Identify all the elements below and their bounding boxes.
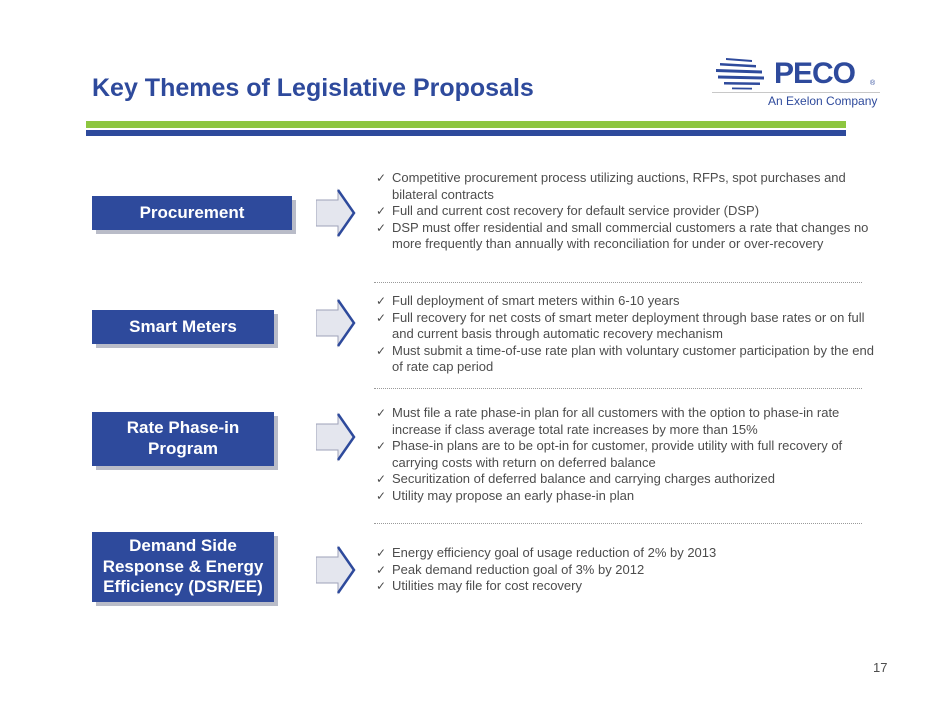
check-icon: ✓ — [376, 204, 387, 218]
logo-registered-mark: ® — [870, 80, 876, 87]
arrow-right-icon — [316, 545, 356, 595]
theme-box-smart-meters — [92, 310, 274, 344]
page-number: 17 — [873, 660, 888, 675]
arrow-right-icon — [316, 412, 356, 462]
list-item: ✓ Full deployment of smart meters within 6-10 years — [376, 293, 680, 308]
arrow-right-icon — [316, 188, 356, 238]
list-item: ✓ DSP must offer residential and small commercial customers a rate that changes no more frequently than annually with reconciliation for under or over-recovery — [376, 219, 869, 251]
list-item: ✓ Must submit a time-of-use rate plan with voluntary customer participation by the end of rate cap period — [376, 342, 874, 374]
check-icon: ✓ — [376, 294, 387, 308]
list-item: ✓ Phase-in plans are to be opt-in for customer, provide utility with full recovery of carrying costs with return on deferred balance — [376, 438, 843, 470]
bullet-list-rate-phase-in — [374, 405, 874, 504]
logo-wordmark: PECO — [774, 57, 856, 90]
slide-title: Key Themes of Legislative Proposals — [92, 74, 534, 102]
check-icon: ✓ — [376, 310, 387, 325]
list-item: ✓ Peak demand reduction goal of 3% by 2012 — [376, 561, 645, 577]
section-divider — [374, 282, 862, 283]
theme-box-rate-phase-in — [92, 412, 274, 466]
list-item: ✓ Energy efficiency goal of usage reduction of 2% by 2013 — [376, 545, 717, 560]
bullet-list-dsr-ee — [374, 545, 874, 595]
check-icon: ✓ — [376, 220, 387, 235]
check-icon: ✓ — [376, 579, 387, 593]
list-item: ✓ Securitization of deferred balance and carrying charges authorized — [376, 471, 776, 486]
bullet-list-procurement — [374, 170, 874, 253]
list-item: ✓ Must file a rate phase-in plan for all customers with the option to phase-in rate increase if class average total rate increases by more than 15% — [376, 405, 840, 437]
theme-label: Rate Phase-in Program — [126, 418, 240, 458]
header-blue-rule — [86, 130, 846, 136]
theme-label: Demand Side Response & Energy Efficiency (DSR/EE) — [102, 535, 264, 597]
arrow-right-icon — [316, 298, 356, 348]
check-icon: ✓ — [376, 488, 387, 503]
check-icon: ✓ — [376, 439, 387, 453]
theme-label: Procurement — [139, 202, 245, 222]
check-icon: ✓ — [376, 562, 387, 577]
check-icon: ✓ — [376, 343, 387, 358]
check-icon: ✓ — [376, 472, 387, 486]
theme-box-dsr-ee — [92, 532, 274, 602]
check-icon: ✓ — [376, 171, 387, 185]
check-icon: ✓ — [376, 546, 387, 560]
peco-logo — [712, 54, 880, 116]
check-icon: ✓ — [376, 406, 387, 420]
list-item: ✓ Competitive procurement process utilizing auctions, RFPs, spot purchases and bilateral contracts — [376, 170, 846, 202]
theme-label: Smart Meters — [129, 316, 237, 336]
logo-subtitle: An Exelon Company — [768, 94, 878, 108]
bullet-list-smart-meters — [374, 293, 874, 376]
header-green-rule — [86, 121, 846, 128]
theme-box-procurement — [92, 196, 292, 230]
peco-stripes-icon — [712, 54, 772, 92]
logo-divider — [712, 92, 880, 93]
list-item: ✓ Full recovery for net costs of smart meter deployment through base rates or on full and current basis through automatic recovery mechanism — [376, 309, 865, 341]
section-divider — [374, 388, 862, 389]
list-item: ✓ Utilities may file for cost recovery — [376, 578, 582, 593]
section-divider — [374, 523, 862, 524]
list-item: ✓ Full and current cost recovery for default service provider (DSP) — [376, 203, 760, 218]
list-item: ✓ Utility may propose an early phase-in plan — [376, 487, 635, 503]
